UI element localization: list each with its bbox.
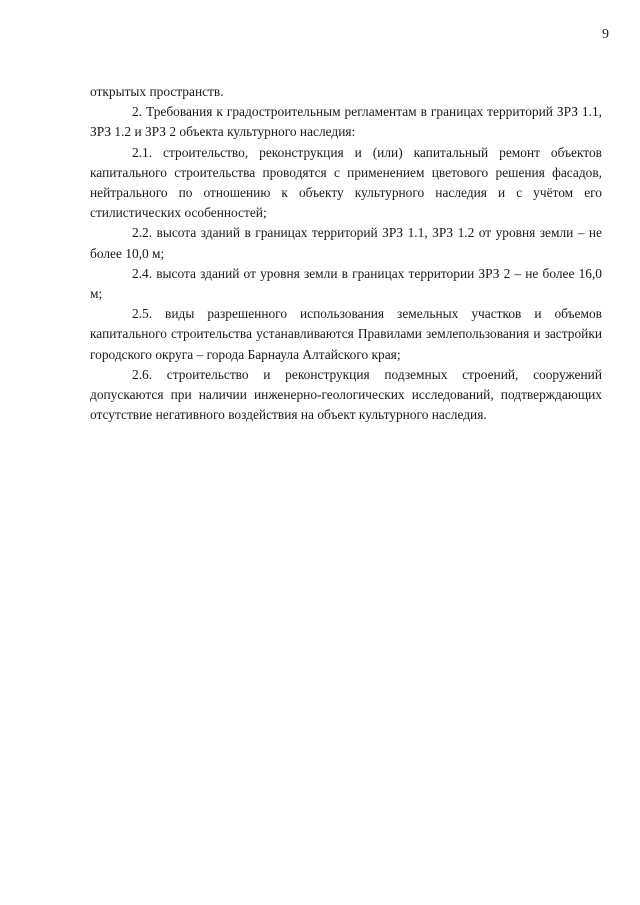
paragraph-item-2-5: 2.5. виды разрешенного использования земельных участков и объемов капитального строительства устанавливаются Правилами землепользования и застройки городского округа – города Барнаула Алтайского края;: [90, 306, 602, 362]
paragraph-continuation: открытых пространств.: [90, 84, 224, 99]
paragraph-requirements-intro: 2. Требования к градостроительным регламентам в границах территорий ЗРЗ 1.1, ЗРЗ 1.2 и ЗРЗ 2 объекта культурного наследия:: [90, 104, 602, 140]
paragraph-item-2-4: 2.4. высота зданий от уровня земли в границах территории ЗРЗ 2 – не более 16,0 м;: [90, 265, 602, 302]
page-number: 9: [602, 27, 609, 42]
paragraph-item-2-1: 2.1. строительство, реконструкция и (или) капитальный ремонт объектов капитального строительства проводятся с применением цветового решения фасадов, нейтрального по отношению к объекту культурного наследия и с учётом его стилистических особенностей;: [90, 144, 602, 221]
document-body: [90, 82, 602, 425]
paragraph-item-2-6: 2.6. строительство и реконструкция подземных строений, сооружений допускаются при наличии инженерно-геологических исследований, подтверждающих отсутствие негативного воздействия на объект культурного наследия.: [90, 366, 602, 423]
paragraph-item-2-2: 2.2. высота зданий в границах территорий ЗРЗ 1.1, ЗРЗ 1.2 от уровня земли – не более 10,0 м;: [90, 225, 602, 261]
